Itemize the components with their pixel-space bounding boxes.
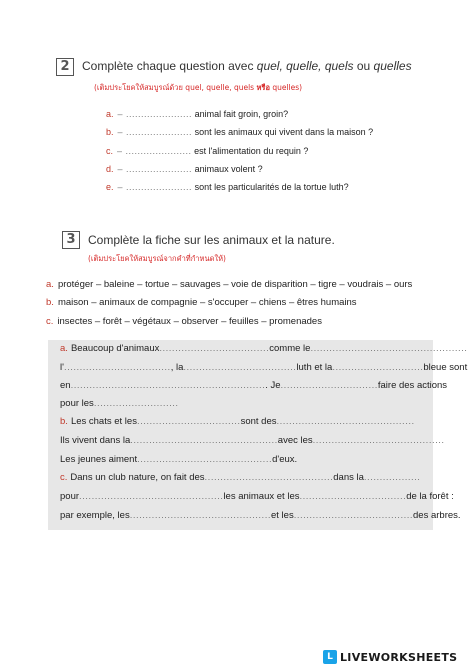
blank-18[interactable]: ............................................. (129, 510, 271, 521)
blank-5[interactable]: ............................. (332, 362, 424, 373)
section-2-title: Complète chaque question avec quel, quelle, quels ou quelles (82, 59, 412, 73)
answer-blank-a[interactable]: – ...................... (117, 109, 193, 119)
blank-8[interactable]: ........................... (93, 398, 179, 409)
blank-14[interactable]: ......................................... (204, 472, 334, 483)
box-line-9: pour..............................................les animaux et les..................................de la forêt : (60, 491, 454, 502)
blank-9[interactable]: ................................. (136, 416, 241, 427)
section-3-title: Complète la fiche sur les animaux et la nature. (88, 233, 335, 247)
box-line-1: a. Beaucoup d'animaux...................................comme le.................................................. (60, 343, 468, 354)
brand-name: LIVEWORKSHEETS (340, 650, 458, 664)
question-b: b. – ...................... sont les animaux qui vivent dans la maison ? (106, 127, 374, 137)
liveworksheets-logo-icon: L (323, 650, 337, 664)
box-line-8: c. Dans un club nature, on fait des.........................................dans la.................. (60, 472, 421, 483)
blank-7[interactable]: ............................... (280, 380, 378, 391)
word-list-a: a. protéger – baleine – tortue – sauvages – voie de disparition – tigre – voudrais – ours (46, 279, 413, 290)
box-line-7: Les jeunes aiment...........................................d'eux. (60, 454, 298, 465)
box-line-6: Ils vivent dans la...............................................avec les.......................................... (60, 435, 445, 446)
blank-19[interactable]: ...................................... (293, 510, 414, 521)
box-line-5: b. Les chats et les.................................sont des............................................ (60, 416, 415, 427)
box-line-4: pour les........................... (60, 398, 179, 409)
section-2-subtitle: (เติมประโยคให้สมบูรณ์ด้วย quel, quelle, quels หรือ quelles) (94, 83, 303, 92)
liveworksheets-brand[interactable] (323, 649, 457, 665)
blank-15[interactable]: .................. (363, 472, 421, 483)
answer-blank-b[interactable]: – ...................... (117, 127, 193, 137)
word-list-b: b. maison – animaux de compagnie – s'occuper – chiens – êtres humains (46, 297, 357, 308)
box-line-2: l'.................................., la....................................luth et la.............................bleue sont (60, 362, 468, 373)
question-d: d. – ...................... animaux volent ? (106, 164, 263, 174)
blank-12[interactable]: .......................................... (312, 435, 445, 446)
blank-2[interactable]: .................................................. (310, 343, 468, 354)
answer-blank-d[interactable]: – ...................... (117, 164, 193, 174)
blank-10[interactable]: ............................................ (276, 416, 415, 427)
section-3-subtitle: (เติมประโยคให้สมบูรณ์จากคำที่กำหนดให้) (88, 254, 226, 263)
blank-16[interactable]: .............................................. (79, 491, 224, 502)
answer-blank-c[interactable]: – ...................... (117, 146, 192, 156)
question-c: c. – ...................... est l'alimentation du requin ? (106, 146, 309, 156)
box-line-10: par exemple, les.............................................et les......................................des arbres. (60, 510, 461, 521)
blank-4[interactable]: .................................... (183, 362, 297, 373)
section-2-number: 2 (56, 58, 74, 76)
question-a: a. – ...................... animal fait groin, groin? (106, 109, 289, 119)
blank-6[interactable]: .............................................................. (70, 380, 266, 391)
blank-1[interactable]: ................................... (159, 343, 270, 354)
word-list-c: c. insectes – forêt – végétaux – observer – feuilles – promenades (46, 316, 322, 327)
blank-11[interactable]: ............................................... (130, 435, 278, 446)
section-3-number: 3 (62, 231, 80, 249)
box-line-3: en............................................................... Je...............................faire des actions (60, 380, 448, 391)
blank-13[interactable]: ........................................... (137, 454, 273, 465)
blank-17[interactable]: .................................. (299, 491, 407, 502)
blank-3[interactable]: .................................. (63, 362, 171, 373)
answer-blank-e[interactable]: – ...................... (117, 182, 193, 192)
question-e: e. – ...................... sont les particularités de la tortue luth? (106, 182, 349, 192)
